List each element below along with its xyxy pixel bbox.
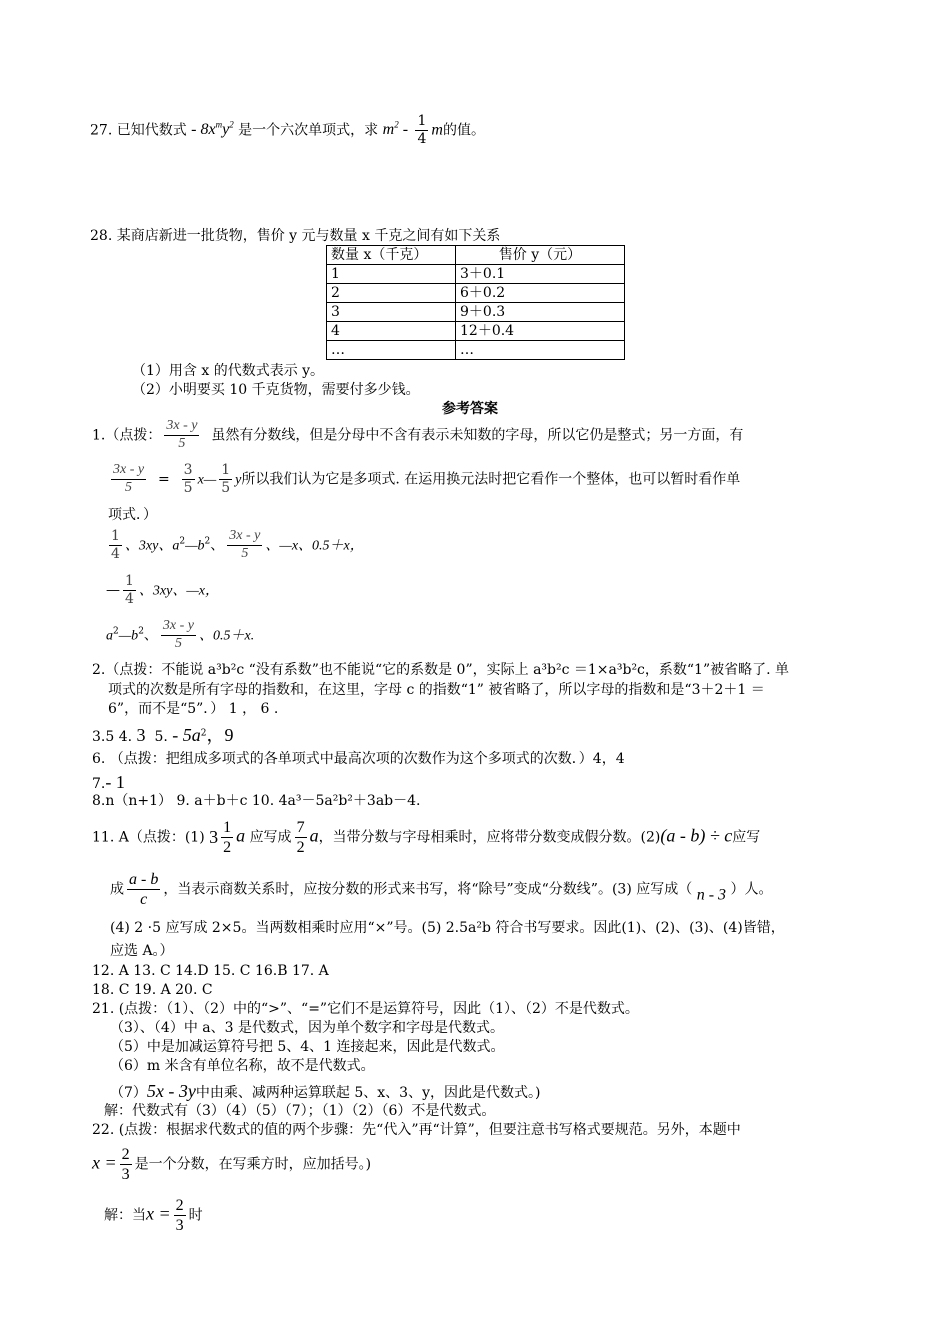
a21-line5: （7）5x - 3y中由乘、减两种运算联起 5、x、3、y，因此是代数式。) [110, 1081, 541, 1101]
a1-line4: $\frac{1}{4}$ 、3xy、$a^2—b^2$、 $\frac{3x - y}{5}$ 、—x、0.5＋x， [111, 528, 364, 562]
q28-table [326, 245, 625, 360]
a21-line2: （3）、（4）中 a、3 是代数式，因为单个数字和字母是代数式。 [110, 1020, 504, 1036]
a18-line: 18. C 19. A 20. C [92, 982, 213, 998]
a21-line3: （5）中是加减运算符号把 5、4、1 连接起来，因此是代数式。 [110, 1039, 505, 1055]
a1-line3: 项式．） [108, 507, 157, 523]
table-row: 3 9＋0.3 [327, 303, 625, 322]
q27-fraction: $\frac{1}{4}$ [417, 113, 427, 147]
a11-line3: (4) 2 ·5 应写成 2×5。当两数相乘时应用“×”号。(5) 2.5a²b 符合书写要求。因此(1)、(2)、(3)、(4)皆错， [110, 920, 785, 936]
q28-sub2: （2）小明要买 10 千克货物，需要付多少钱。 [132, 382, 420, 398]
q27-expr2: $m^2$ - [382, 119, 409, 139]
a21-line1: 21. (点拨：（1）、（2）中的“>”、“=”它们不是运算符号，因此（1）、（2）不是代数式。 [92, 1001, 639, 1017]
table-row: 1 3＋0.1 [327, 265, 625, 284]
a3-line: 3.5 4. 3 5. - $5a^2$，9 [92, 725, 234, 745]
table-row: 2 6＋0.2 [327, 284, 625, 303]
a11-line1: 11. A（点拨：(1) 3 $\frac{1}{2}$ a 应写成 $\frac{7}{2}$ a，当带分数与字母相乘时，应将带分数变成假分数。(2)(a - b) ÷ c应写 [92, 819, 761, 857]
a22-line1: 22. (点拨：根据求代数式的值的两个步骤：先“代入”再“计算”，但要注意书写格式要规范。另外，本题中 [92, 1122, 741, 1138]
a8-line: 8.n（n+1） 9. a＋b＋c 10. 4a³－5a²b²＋3ab－4. [92, 793, 421, 809]
q27-line: 27. 已知代数式 - $8x^my^2$ 是一个六次单项式，求 $m^2$ - $\frac{1}{4}$ m的值。 [90, 113, 485, 147]
answers-title: 参考答案 [442, 401, 498, 417]
a22-line3: 解：当x = $\frac{2}{3}$ 时 [104, 1197, 203, 1235]
table-row: 数量 x（千克） 售价 y（元） [327, 246, 625, 265]
a6-line: 6. （点拨：把组成多项式的各单项式中最高次项的次数作为这个多项式的次数．）4，4 [92, 751, 625, 767]
table-row: … … [327, 341, 625, 360]
a21-line4: （6）m 米含有单位名称，故不是代数式。 [110, 1058, 375, 1074]
a1-line1: 1.（点拨： $\frac{3x - y}{5}$ 虽然有分数线，但是分母中不含有表示未知数的字母，所以它仍是整式；另一方面，有 [92, 418, 744, 451]
q27-expr1: - $8x^my^2$ [191, 119, 234, 139]
a1-line2: $\frac{3x - y}{5}$ = $\frac{3}{5}$ x— $\frac{1}{5}$ y所以我们认为它是多项式. 在运用换元法时把它看作一个整体，也可以暂时看作单 [113, 462, 741, 496]
a11-line4: 应选 A。） [110, 943, 174, 959]
table-row: 4 12＋0.4 [327, 322, 625, 341]
a2-line2: 项式的次数是所有字母的指数和，在这里，字母 c 的指数“1” 被省略了，所以字母的指数和是“3＋2＋1 ＝ [108, 682, 765, 698]
q28-text: 28. 某商店新进一批货物，售价 y 元与数量 x 千克之间有如下关系 [90, 228, 501, 244]
a1-line5: — $\frac{1}{4}$ 、3xy、—x， [106, 573, 220, 607]
a2-line3: 6”，而不是“5”．） 1 ， 6 . [108, 701, 279, 717]
a11-line2: 成 $\frac{a - b}{c}$ ，当表示商数关系时，应按分数的形式来书写，将“除号”变成“分数线”。(3) 应写成（ n - 3 ）人。 [110, 871, 773, 909]
a2-line1: 2.（点拨：不能说 a³b²c “没有系数”也不能说“它的系数是 0”，实际上 a³b²c ＝1×a³b²c，系数“1”被省略了. 单 [92, 662, 790, 678]
a21-line6: 解：代数式有（3）（4）（5）（7）；（1）（2）（6）不是代数式。 [104, 1103, 496, 1119]
a1-fraction: $\frac{3x - y}{5}$ [166, 418, 198, 451]
a12-line: 12. A 13. C 14.D 15. C 16.B 17. A [92, 963, 329, 979]
a1-line6: $a^2—b^2$、 $\frac{3x - y}{5}$ 、0.5＋x. [106, 618, 255, 651]
a22-line2: x = $\frac{2}{3}$ 是一个分数，在写乘方时，应加括号。) [92, 1146, 372, 1184]
a7-line: 7.- 1 [92, 772, 125, 792]
q28-sub1: （1）用含 x 的代数式表示 y。 [132, 363, 325, 379]
